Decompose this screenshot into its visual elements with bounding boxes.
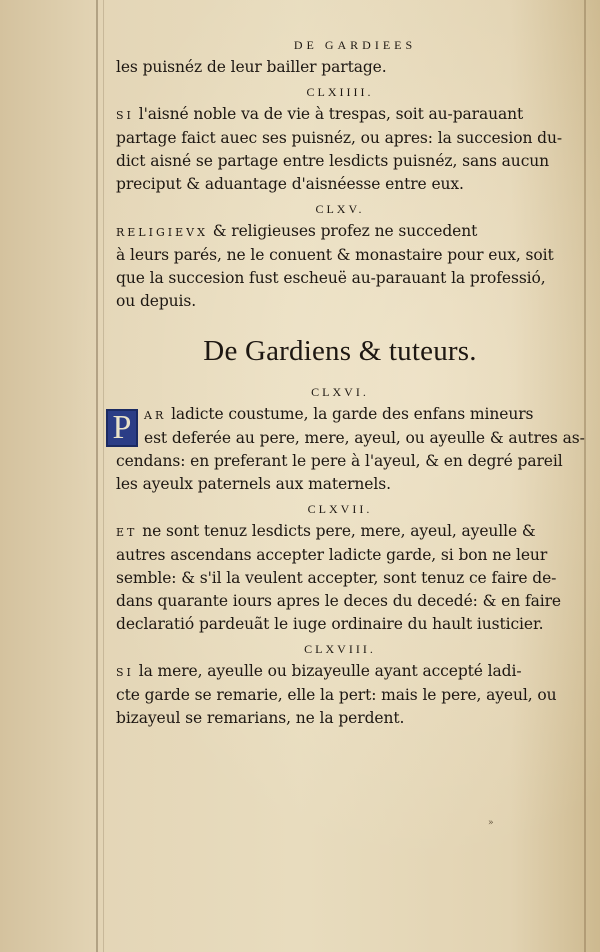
article-line: est deferée au pere, mere, ayeul, ou ayeulle & autres as- — [144, 429, 585, 447]
text-block — [112, 36, 585, 730]
article-number: CLXV. — [315, 202, 365, 216]
article-line: partage faict auec ses puisnéz, ou apres: la succesion du- — [116, 129, 563, 147]
article-line: cte garde se remarie, elle la pert: mais le pere, ayeul, ou — [116, 686, 557, 704]
article-line: dans quarante iours apres le deces du decedé: & en faire — [116, 592, 561, 610]
article-line-text: la mere, ayeulle ou bizayeulle ayant accepté ladi- — [138, 662, 522, 680]
page-gutter-line-inner — [103, 0, 104, 952]
article-lead-word: SI — [116, 109, 134, 122]
article-with-initial — [112, 403, 585, 496]
article-line: dict aisné se partage entre lesdicts puisnéz, sans aucun — [116, 152, 550, 170]
article-line — [116, 220, 564, 244]
article-line: que la succesion fust escheuë au-parauant la professió, — [116, 269, 546, 287]
article-number: CLXVIII. — [304, 642, 376, 656]
illuminated-initial: P — [106, 409, 138, 447]
section-heading: De Gardiens & tuteurs. — [203, 335, 477, 367]
article-line — [116, 403, 564, 427]
article-line: à leurs parés, ne le conuent & monastaire pour eux, soit — [116, 246, 554, 264]
article-number: CLXVII. — [307, 502, 373, 516]
article-line-text: ne sont tenuz lesdicts pere, mere, ayeul, ayeulle & — [142, 522, 536, 540]
article-line: preciput & aduantage d'aisnéesse entre eux. — [116, 175, 464, 193]
article-line: ou depuis. — [116, 292, 197, 310]
article-number: CLXVI. — [311, 385, 369, 399]
article-line-text: & religieuses profez ne succedent — [212, 222, 478, 240]
article-lead-word: RELIGIEVX — [116, 226, 208, 239]
article-line: cendans: en preferant le pere à l'ayeul, & en degré pareil — [116, 452, 563, 470]
article-lead-word: ET — [116, 526, 138, 539]
running-head: DE GARDIEES — [293, 38, 417, 52]
carryover-line: les puisnéz de leur bailler partage. — [116, 58, 387, 76]
article-lead-word: SI — [116, 666, 134, 679]
page-mark: » — [488, 818, 494, 828]
article-line — [116, 520, 564, 544]
article-line: declaratió pardeuãt le iuge ordinaire du hault iusticier. — [116, 615, 544, 633]
page-gutter-line — [96, 0, 98, 952]
article-line-text: ladicte coustume, la garde des enfans mineurs — [171, 405, 534, 423]
article-line: semble: & s'il la veulent accepter, sont tenuz ce faire de- — [116, 569, 557, 587]
article-line — [116, 103, 564, 127]
article-line: autres ascendans accepter ladicte garde, si bon ne leur — [116, 546, 548, 564]
article-line-text: l'aisné noble va de vie à trespas, soit au-parauant — [138, 105, 524, 123]
article-line: les ayeulx paternels aux maternels. — [116, 475, 391, 493]
article-line: bizayeul se remarians, ne la perdent. — [116, 709, 405, 727]
page-right-edge — [584, 0, 586, 952]
article-number: CLXIIII. — [306, 85, 374, 99]
article-lead-word: AR — [144, 409, 167, 422]
article-line — [116, 660, 564, 684]
